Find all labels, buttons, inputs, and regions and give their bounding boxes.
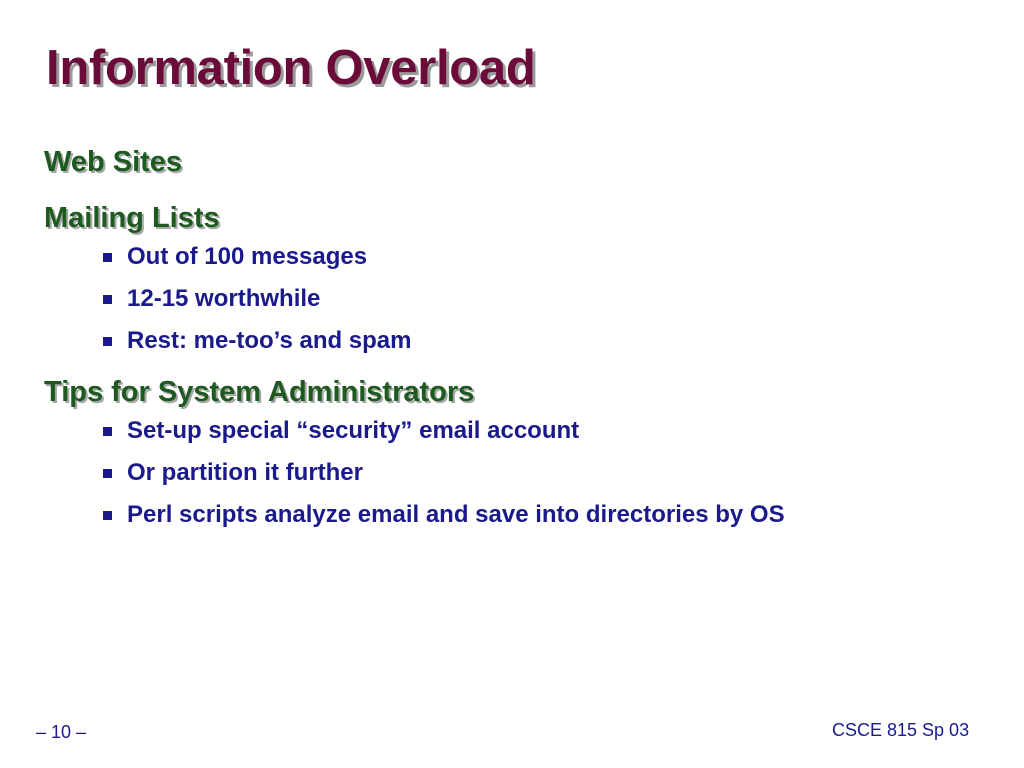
section-tips: [44, 372, 984, 530]
bullet-text: Or partition it further: [127, 459, 363, 486]
square-bullet-icon: [103, 253, 112, 262]
bullet-list: [44, 242, 984, 356]
bullet-item: [103, 458, 984, 488]
section-web-sites: [44, 142, 984, 182]
section-heading: Tips for System Administrators: [44, 376, 475, 408]
bullet-item: [103, 326, 984, 356]
bullet-list: [44, 416, 984, 530]
bullet-text: Set-up special “security” email account: [127, 417, 580, 444]
square-bullet-icon: [103, 295, 112, 304]
section-heading: Web Sites: [44, 146, 183, 178]
bullet-text: Out of 100 messages: [127, 243, 368, 270]
bullet-item: [103, 242, 984, 272]
bullet-item: [103, 284, 984, 314]
bullet-text: Rest: me-too’s and spam: [127, 327, 412, 354]
section-mailing-lists: [44, 198, 984, 356]
page-number: – 10 –: [36, 722, 87, 742]
slide-content: [44, 142, 984, 530]
section-heading: Mailing Lists: [44, 202, 220, 234]
bullet-text: Perl scripts analyze email and save into directories by OS: [127, 501, 785, 528]
square-bullet-icon: [103, 427, 112, 436]
slide-title: Information Overload: [46, 41, 536, 95]
bullet-text: 12-15 worthwhile: [127, 285, 321, 312]
bullet-item: [103, 416, 984, 446]
square-bullet-icon: [103, 337, 112, 346]
square-bullet-icon: [103, 511, 112, 520]
bullet-item: [103, 500, 984, 530]
course-label: CSCE 815 Sp 03: [832, 720, 970, 740]
square-bullet-icon: [103, 469, 112, 478]
